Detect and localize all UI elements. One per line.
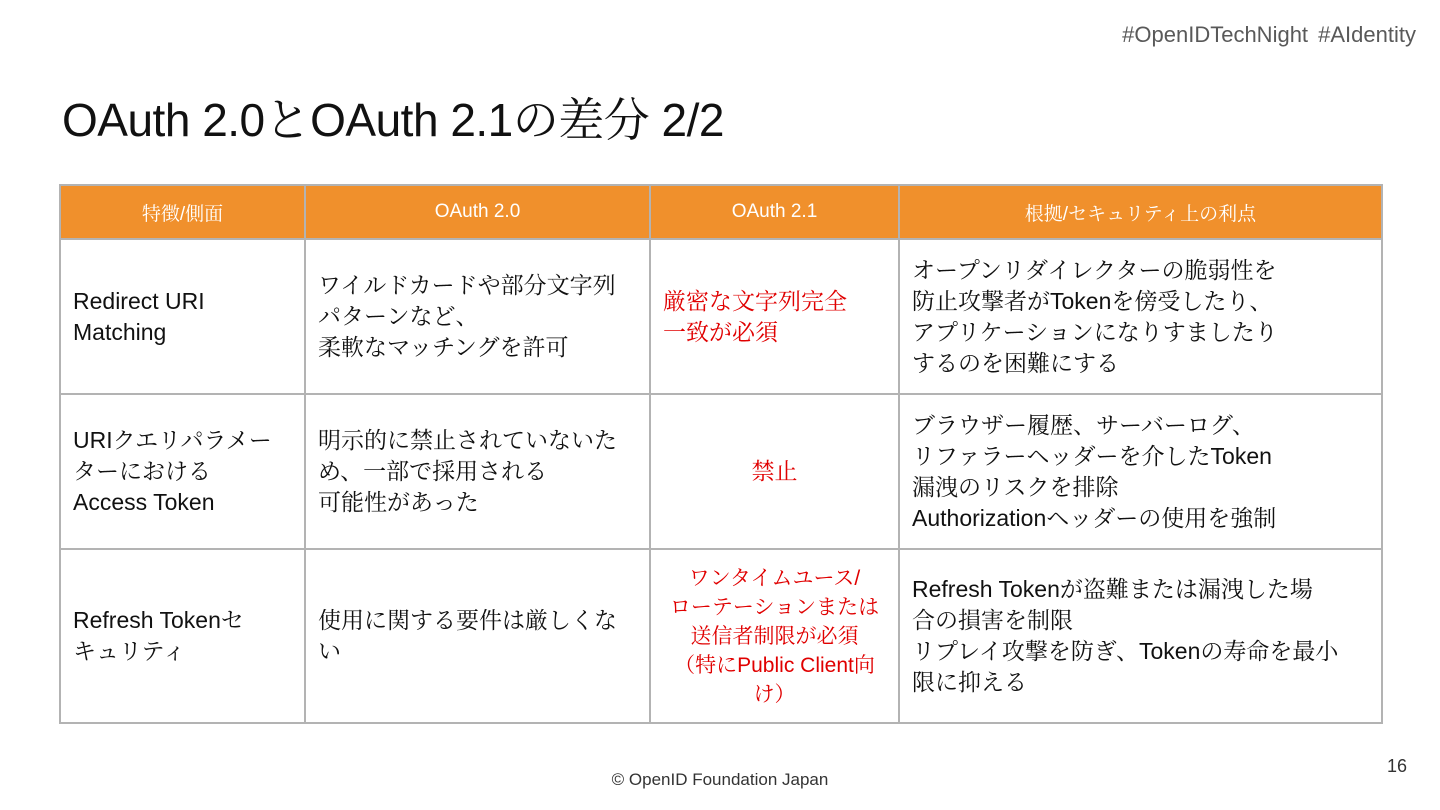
cell-feature: URIクエリパラメー ターにおける Access Token — [60, 394, 305, 549]
cell-oauth21: 禁止 — [650, 394, 899, 549]
cell-feature: Redirect URI Matching — [60, 239, 305, 394]
header-oauth21: OAuth 2.1 — [650, 185, 899, 239]
slide-title: OAuth 2.0とOAuth 2.1の差分 2/2 — [62, 94, 724, 146]
cell-oauth20: 明示的に禁止されていないた め、一部で採用される 可能性があった — [305, 394, 650, 549]
cell-oauth20: ワイルドカードや部分文字列 パターンなど、 柔軟なマッチングを許可 — [305, 239, 650, 394]
comparison-table — [59, 184, 1383, 724]
copyright-footer: © OpenID Foundation Japan — [611, 770, 829, 789]
table-row — [60, 239, 1382, 394]
header-oauth20: OAuth 2.0 — [305, 185, 650, 239]
cell-rationale: Refresh Tokenが盗難または漏洩した場 合の損害を制限 リプレイ攻撃を防ぎ、Tokenの寿命を最小 限に抑える — [899, 549, 1382, 723]
header-feature: 特徴/側面 — [60, 185, 305, 239]
table-header-row — [60, 185, 1382, 239]
header-rationale: 根拠/セキュリティ上の利点 — [899, 185, 1382, 239]
cell-rationale: オープンリダイレクターの脆弱性を 防止攻撃者がTokenを傍受したり、 アプリケーションになりすましたり するのを困難にする — [899, 239, 1382, 394]
cell-feature: Refresh Tokenセ キュリティ — [60, 549, 305, 723]
cell-oauth21: 厳密な文字列完全 一致が必須 — [650, 239, 899, 394]
cell-rationale: ブラウザー履歴、サーバーログ、 リファラーヘッダーを介したToken 漏洩のリスクを排除 Authorizationヘッダーの使用を強制 — [899, 394, 1382, 549]
cell-oauth21: ワンタイムユース/ ローテーションまたは 送信者制限が必須 （特にPublic Client向 け） — [650, 549, 899, 723]
page-number: 16 — [1386, 756, 1407, 776]
hashtags: #OpenIDTechNight #AIdentity — [1122, 22, 1416, 47]
table-row — [60, 394, 1382, 549]
cell-oauth20: 使用に関する要件は厳しくな い — [305, 549, 650, 723]
table-row — [60, 549, 1382, 723]
